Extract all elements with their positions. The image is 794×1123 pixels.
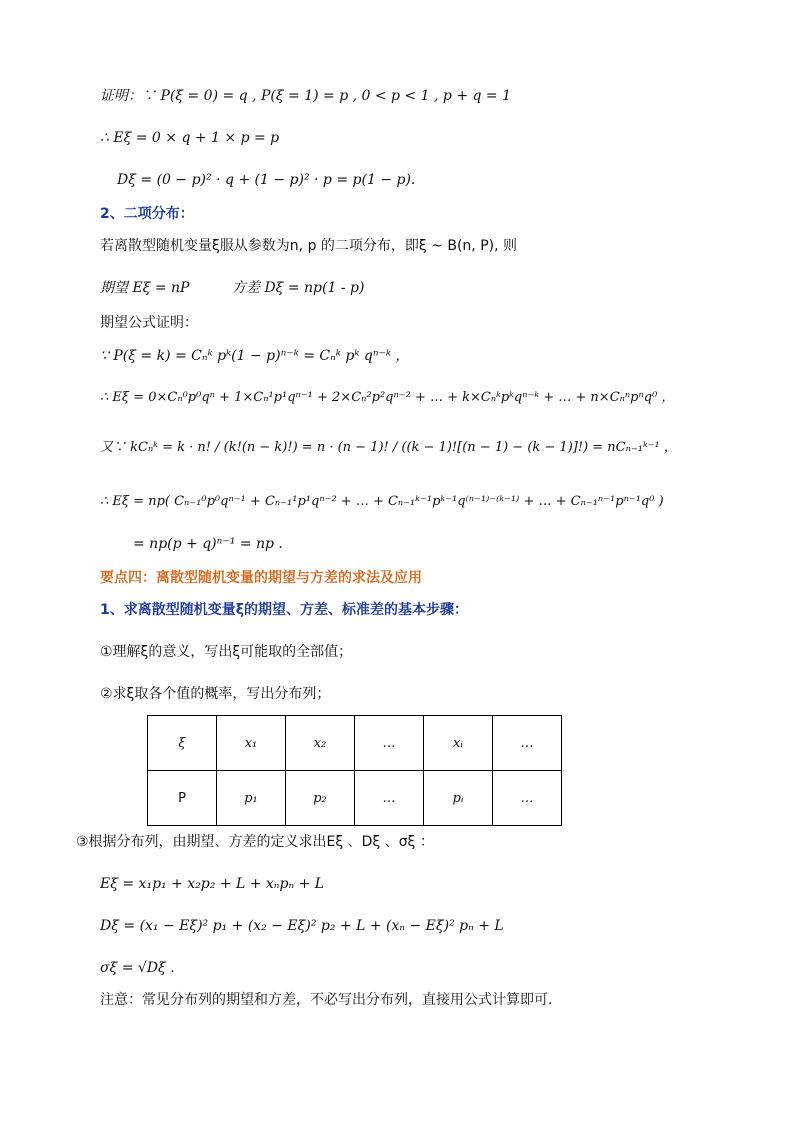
formula-std-deviation: σξ = √Dξ . xyxy=(100,960,175,976)
step-1: ①理解ξ的意义，写出ξ可能取的全部值； xyxy=(100,644,353,660)
bernoulli-expectation-line: ∴ Eξ = 0 × q + 1 × p = p xyxy=(100,130,280,146)
section-4-subheading: 1、求离散型随机变量ξ的期望、方差、标准差的基本步骤： xyxy=(100,602,469,618)
table-cell: … xyxy=(355,716,424,771)
binomial-variance: 方差 Dξ = np(1 - p) xyxy=(232,280,365,296)
table-cell: pᵢ xyxy=(424,771,493,826)
table-row xyxy=(148,716,562,771)
proof-step-3: 又∵ kCₙᵏ = k · n! / (k!(n − k)!) = n · (n − 1)! / ((k − 1)![(n − 1) − (k − 1)]!) = nCₙ₋₁ᵏ⁻¹ ， xyxy=(100,440,677,455)
binomial-heading: 2、二项分布： xyxy=(100,206,194,222)
table-cell: … xyxy=(493,716,562,771)
binomial-expectation: 期望 Eξ = nP xyxy=(100,280,190,296)
table-cell: p₂ xyxy=(286,771,355,826)
table-cell: ξ xyxy=(148,716,217,771)
proof-step-4: ∴ Eξ = np( Cₙ₋₁⁰p⁰qⁿ⁻¹ + Cₙ₋₁¹p¹qⁿ⁻² + … + Cₙ₋₁ᵏ⁻¹pᵏ⁻¹q⁽ⁿ⁻¹⁾⁻⁽ᵏ⁻¹⁾ + … + Cₙ₋₁ⁿ⁻¹pⁿ⁻¹q⁰ ) xyxy=(100,494,664,509)
table-cell: xᵢ xyxy=(424,716,493,771)
proof-step-2: ∴ Eξ = 0×Cₙ⁰p⁰qⁿ + 1×Cₙ¹p¹qⁿ⁻¹ + 2×Cₙ²p²qⁿ⁻² + … + k×Cₙᵏpᵏqⁿ⁻ᵏ + … + n×Cₙⁿpⁿq⁰ ， xyxy=(100,390,675,405)
proof-step-5: = np(p + q)ⁿ⁻¹ = np . xyxy=(133,536,283,552)
bernoulli-variance-line: Dξ = (0 − p)² · q + (1 − p)² · p = p(1 − p). xyxy=(117,172,416,188)
table-row xyxy=(148,771,562,826)
step-2: ②求ξ取各个值的概率，写出分布列； xyxy=(100,686,331,702)
table-cell: … xyxy=(355,771,424,826)
table-cell: … xyxy=(493,771,562,826)
binomial-intro: 若离散型随机变量ξ服从参数为n, p 的二项分布，即ξ ~ B(n, P), 则 xyxy=(100,238,517,254)
step-3: ③根据分布列，由期望、方差的定义求出Eξ 、Dξ 、σξ ： xyxy=(76,834,434,850)
table-cell: x₁ xyxy=(217,716,286,771)
table-cell: x₂ xyxy=(286,716,355,771)
formula-expectation: Eξ = x₁p₁ + x₂p₂ + L + xₙpₙ + L xyxy=(100,876,325,892)
distribution-table xyxy=(147,715,562,826)
table-cell: p₁ xyxy=(217,771,286,826)
note: 注意：常见分布列的期望和方差，不必写出分布列，直接用公式计算即可． xyxy=(100,992,562,1008)
proof-title: 期望公式证明： xyxy=(100,315,198,331)
table-cell: P xyxy=(148,771,217,826)
section-4-heading: 要点四：离散型随机变量的期望与方差的求法及应用 xyxy=(100,570,422,586)
bernoulli-proof-line: 证明：∵ P(ξ = 0) = q , P(ξ = 1) = p , 0 < p < 1 , p + q = 1 xyxy=(100,88,512,104)
formula-variance: Dξ = (x₁ − Eξ)² p₁ + (x₂ − Eξ)² p₂ + L + (xₙ − Eξ)² pₙ + L xyxy=(100,918,504,934)
proof-step-1: ∵ P(ξ = k) = Cₙᵏ pᵏ(1 − p)ⁿ⁻ᵏ = Cₙᵏ pᵏ qⁿ⁻ᵏ ， xyxy=(100,348,410,364)
